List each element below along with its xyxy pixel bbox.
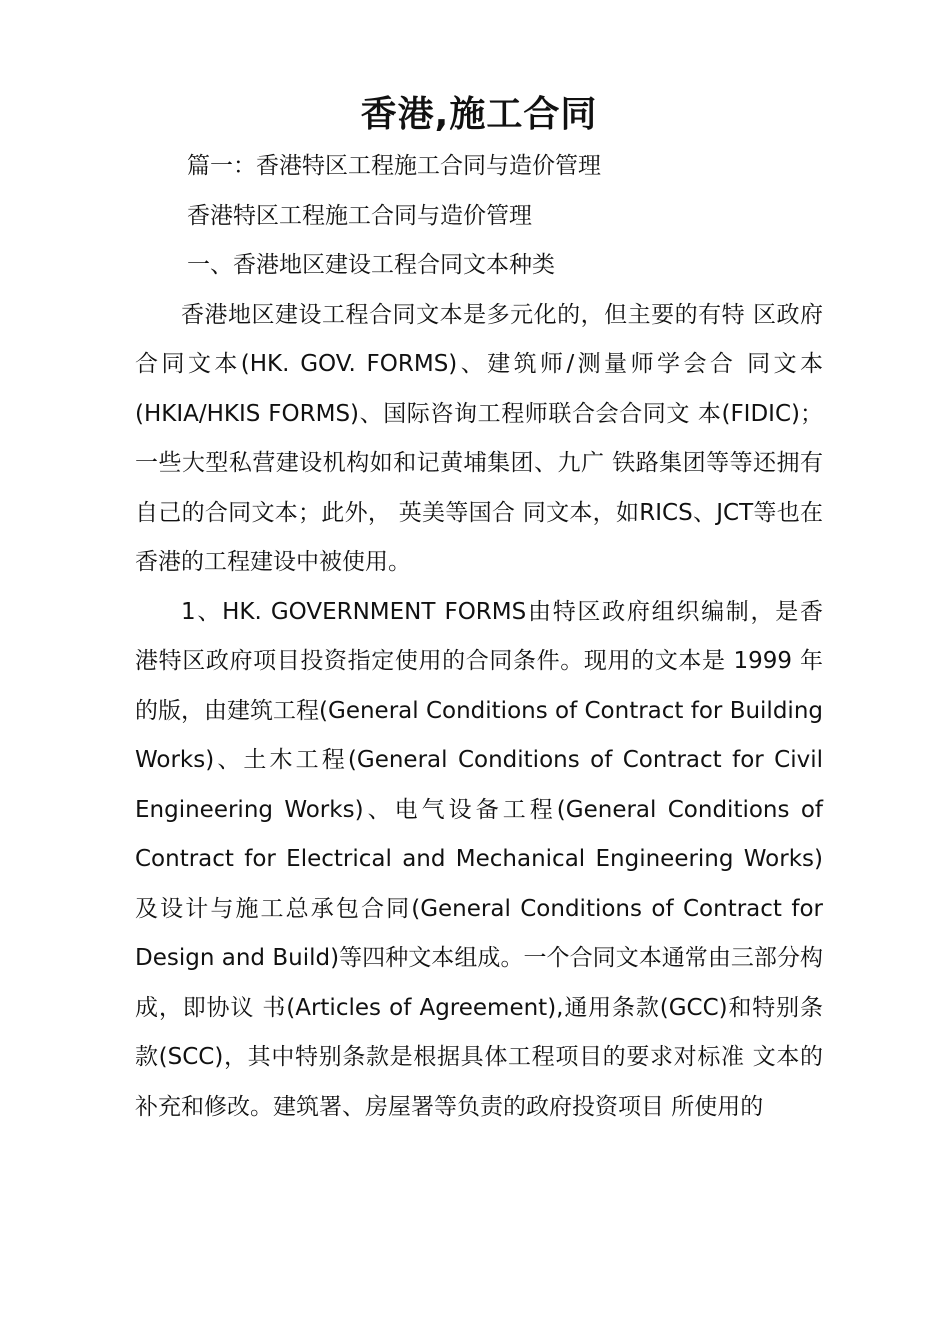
paragraph-government-forms: 1、HK. GOVERNMENT FORMS由特区政府组织编制，是香 港特区政府项目投资指定使用的合同条件。现用的文本是 1999 年的版，由建筑工程(General Conditions of Contract for Building Works)、土木工程(General Conditions of Contract for Civil Engineering Works)、电气设备工程(General Conditions of Contract for Electrical and Mechanical Engineering Works)及设计与施工总承包合同(General Conditions of Contract for Design and Build)等四种文本组成。一个合同文本通常由三部分构成，即协议 书(Articles of Agreement),通用条款(GCC)和特别条 款(SCC)，其中特别条款是根据具体工程项目的要求对标准 文本的补充和修改。建筑署、房屋署等负责的政府投资项目 所使用的 xyxy=(135,598,823,1120)
heading-subtitle: 香港特区工程施工合同与造价管理 xyxy=(187,202,532,229)
paragraph-contract-types: 香港地区建设工程合同文本是多元化的，但主要的有特 区政府合同文本(HK. GOV. FORMS)、建筑师/测量师学会合 同文本(HKIA/HKIS FORMS)、国际咨询工程师联合会合同文 本(FIDIC)； 一些大型私营建设机构如和记黄埔集团、九广 铁路集团等等还拥有自己的合同文本；此外， 英美等国合 同文本，如RICS、JCT等也在香港的工程建设中被使用。 xyxy=(135,301,823,575)
document-page xyxy=(135,88,823,1132)
document-title: 香港,施工合同 xyxy=(360,94,598,135)
heading-article-one: 篇一：香港特区工程施工合同与造价管理 xyxy=(187,153,601,179)
heading-section-one: 一、香港地区建设工程合同文本种类 xyxy=(187,252,555,278)
